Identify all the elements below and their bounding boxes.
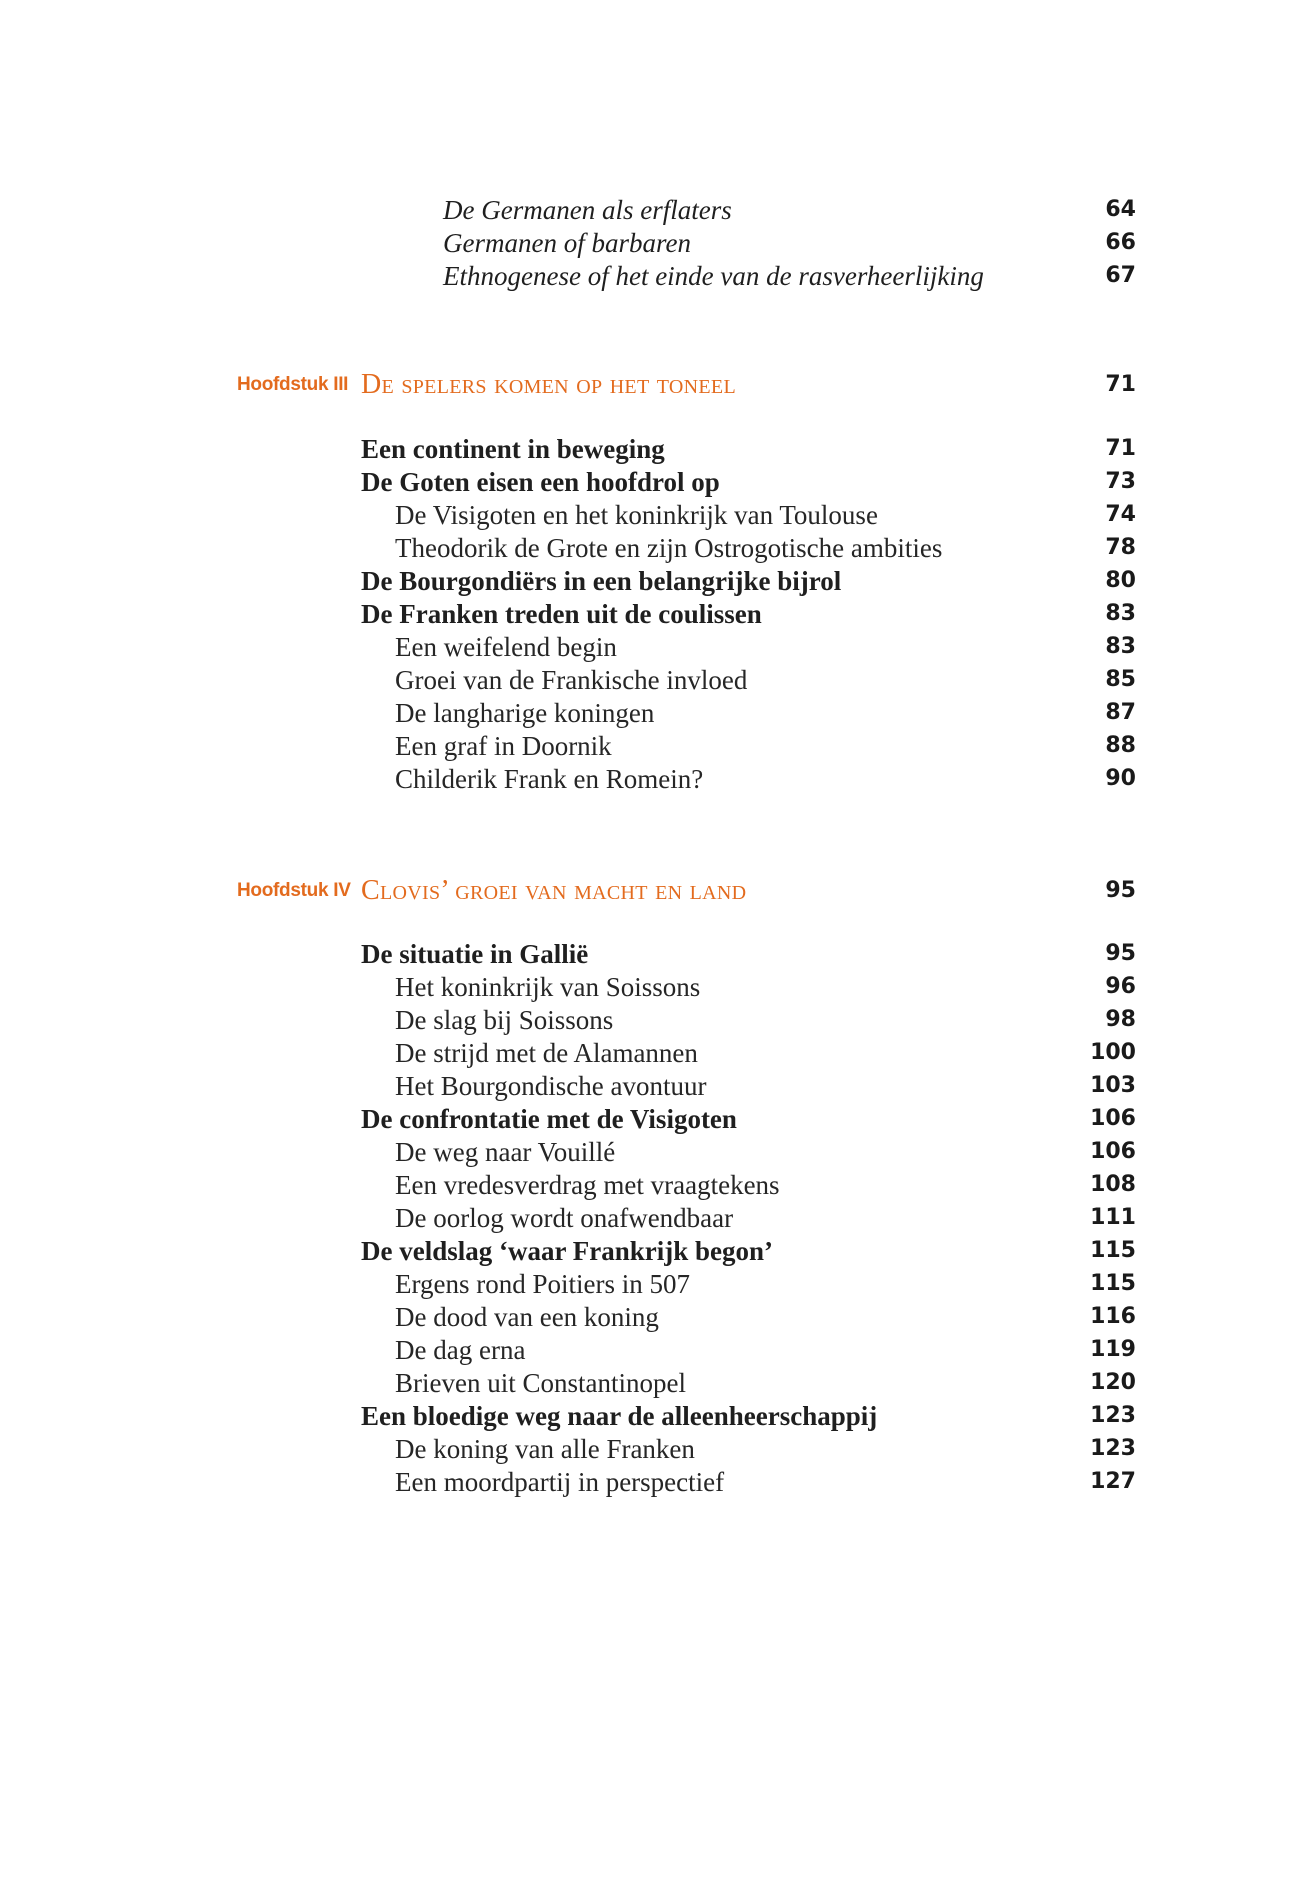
toc-entry-page: 67 — [1105, 263, 1136, 288]
toc-entry-page: 127 — [1090, 1469, 1136, 1494]
toc-entry-title: De confrontatie met de Visigoten — [361, 1104, 737, 1134]
toc-entry-page: 80 — [1105, 568, 1136, 593]
toc-entry[interactable] — [0, 226, 1300, 260]
chapter-heading-4[interactable] — [0, 871, 1300, 911]
toc-subsection-entry[interactable] — [0, 696, 1300, 730]
toc-entry-page: 88 — [1105, 733, 1136, 758]
toc-entry-page: 96 — [1105, 974, 1136, 999]
toc-entry-title: Groei van de Frankische invloed — [395, 665, 748, 695]
chapter-label: Hoofdstuk IV — [237, 880, 351, 901]
toc-subsection-entry[interactable] — [0, 1036, 1300, 1070]
toc-entry-page: 123 — [1090, 1436, 1136, 1461]
toc-entry-page: 95 — [1105, 941, 1136, 966]
toc-subsection-entry[interactable] — [0, 1201, 1300, 1235]
toc-entry-title: De situatie in Gallië — [361, 939, 589, 969]
toc-subsection-entry[interactable] — [0, 1432, 1300, 1466]
toc-subsection-entry[interactable] — [0, 762, 1300, 796]
toc-entry-title: Ergens rond Poitiers in 507 — [395, 1269, 690, 1299]
toc-entry-title: Het Bourgondische avontuur — [395, 1071, 707, 1101]
toc-entry-page: 85 — [1105, 667, 1136, 692]
toc-entry-page: 116 — [1090, 1304, 1136, 1329]
toc-entry-title: Een continent in beweging — [361, 434, 665, 464]
toc-entry-title: De dood van een koning — [395, 1302, 659, 1332]
toc-entry-title: Een vredesverdrag met vraagtekens — [395, 1170, 780, 1200]
toc-entry-title: Germanen of barbaren — [443, 228, 691, 258]
toc-subsection-entry[interactable] — [0, 663, 1300, 697]
toc-entry-page: 103 — [1090, 1073, 1136, 1098]
toc-entry-title: Brieven uit Constantinopel — [395, 1368, 686, 1398]
chapter-heading-3[interactable] — [0, 365, 1300, 405]
toc-entry-page: 100 — [1090, 1040, 1136, 1065]
toc-entry-title: Theodorik de Grote en zijn Ostrogotische ambities — [395, 533, 943, 563]
toc-subsection-entry[interactable] — [0, 1135, 1300, 1169]
chapter-title: Clovis’ groei van macht en land — [361, 875, 747, 906]
toc-subsection-entry[interactable] — [0, 729, 1300, 763]
toc-subsection-entry[interactable] — [0, 630, 1300, 664]
toc-subsection-entry[interactable] — [0, 531, 1300, 565]
toc-entry-title: De langharige koningen — [395, 698, 655, 728]
chapter-page: 95 — [1105, 878, 1136, 903]
toc-entry-title: De slag bij Soissons — [395, 1005, 614, 1035]
toc-section-entry[interactable] — [0, 1102, 1300, 1136]
toc-entry-page: 83 — [1105, 634, 1136, 659]
toc-entry-title: De dag erna — [395, 1335, 526, 1365]
chapter-label: Hoofdstuk III — [237, 374, 349, 395]
toc-entry-page: 66 — [1105, 230, 1136, 255]
toc-section-entry[interactable] — [0, 597, 1300, 631]
toc-entry-title: De weg naar Vouillé — [395, 1137, 616, 1167]
toc-entry-title: De Bourgondiërs in een belangrijke bijrol — [361, 566, 842, 596]
toc-entry-page: 120 — [1090, 1370, 1136, 1395]
toc-section-entry[interactable] — [0, 465, 1300, 499]
toc-entry-page: 98 — [1105, 1007, 1136, 1032]
toc-entry-title: De Goten eisen een hoofdrol op — [361, 467, 720, 497]
toc-section-entry[interactable] — [0, 937, 1300, 971]
toc-subsection-entry[interactable] — [0, 1069, 1300, 1103]
toc-entry-page: 73 — [1105, 469, 1136, 494]
toc-entry-page: 64 — [1105, 197, 1136, 222]
toc-entry-title: Het koninkrijk van Soissons — [395, 972, 701, 1002]
toc-subsection-entry[interactable] — [0, 498, 1300, 532]
toc-entry-title: De veldslag ‘waar Frankrijk begon’ — [361, 1236, 773, 1266]
toc-section-entry[interactable] — [0, 564, 1300, 598]
toc-subsection-entry[interactable] — [0, 1465, 1300, 1499]
toc-entry-page: 123 — [1090, 1403, 1136, 1428]
toc-entry-title: Een weifelend begin — [395, 632, 617, 662]
toc-entry-title: Een graf in Doornik — [395, 731, 612, 761]
toc-subsection-entry[interactable] — [0, 1003, 1300, 1037]
toc-subsection-entry[interactable] — [0, 1333, 1300, 1367]
toc-entry-title: De Germanen als erflaters — [443, 195, 732, 225]
toc-entry-page: 115 — [1090, 1238, 1136, 1263]
toc-entry-page: 90 — [1105, 766, 1136, 791]
toc-entry-title: De koning van alle Franken — [395, 1434, 695, 1464]
toc-entry-title: Childerik Frank en Romein? — [395, 764, 704, 794]
toc-entry-page: 78 — [1105, 535, 1136, 560]
toc-entry-title: De Visigoten en het koninkrijk van Toulouse — [395, 500, 878, 530]
toc-subsection-entry[interactable] — [0, 1168, 1300, 1202]
chapter-title: De spelers komen op het toneel — [361, 369, 736, 400]
toc-entry-title: De Franken treden uit de coulissen — [361, 599, 762, 629]
toc-section-entry[interactable] — [0, 1399, 1300, 1433]
toc-section-entry[interactable] — [0, 432, 1300, 466]
toc-entry-title: Ethnogenese of het einde van de rasverheerlijking — [443, 261, 984, 291]
toc-subsection-entry[interactable] — [0, 1300, 1300, 1334]
toc-entry-page: 119 — [1090, 1337, 1136, 1362]
toc-entry[interactable] — [0, 193, 1300, 227]
toc-entry-page: 108 — [1090, 1172, 1136, 1197]
toc-entry-title: De oorlog wordt onafwendbaar — [395, 1203, 734, 1233]
toc-entry[interactable] — [0, 259, 1300, 293]
toc-entry-title: De strijd met de Alamannen — [395, 1038, 698, 1068]
chapter-page: 71 — [1105, 372, 1136, 397]
toc-subsection-entry[interactable] — [0, 1267, 1300, 1301]
toc-entry-page: 87 — [1105, 700, 1136, 725]
toc-entry-page: 115 — [1090, 1271, 1136, 1296]
toc-entry-page: 74 — [1105, 502, 1136, 527]
toc-subsection-entry[interactable] — [0, 970, 1300, 1004]
toc-section-entry[interactable] — [0, 1234, 1300, 1268]
toc-entry-title: Een moordpartij in perspectief — [395, 1467, 725, 1497]
toc-entry-page: 106 — [1090, 1139, 1136, 1164]
toc-entry-page: 111 — [1090, 1205, 1136, 1230]
toc-subsection-entry[interactable] — [0, 1366, 1300, 1400]
toc-entry-page: 83 — [1105, 601, 1136, 626]
toc-entry-title: Een bloedige weg naar de alleenheerschappij — [361, 1401, 878, 1431]
toc-entry-page: 106 — [1090, 1106, 1136, 1131]
toc-entry-page: 71 — [1105, 436, 1136, 461]
